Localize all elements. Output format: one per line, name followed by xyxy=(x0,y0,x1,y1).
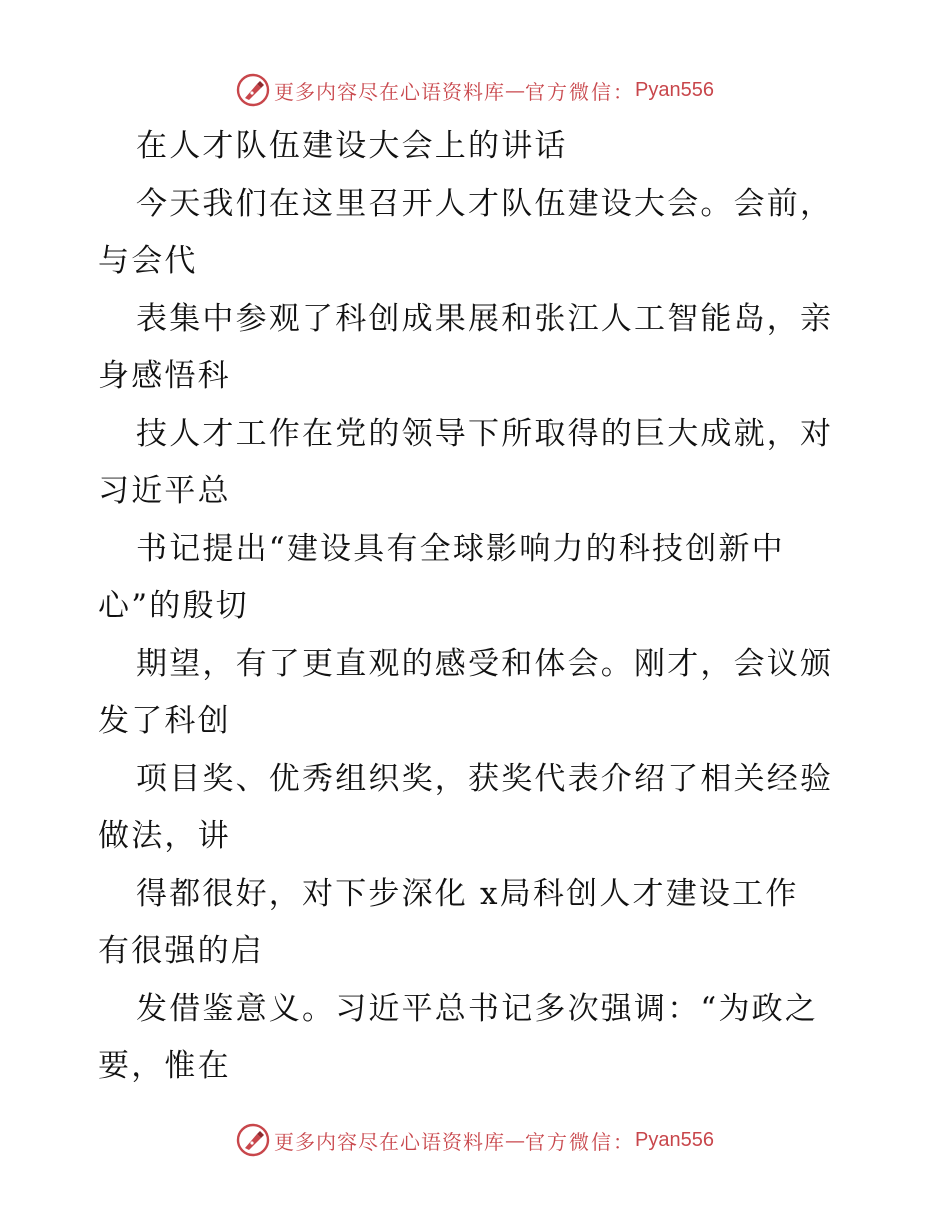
text-line: 身感悟科 xyxy=(98,358,231,394)
document-title: 在人才队伍建设大会上的讲话 xyxy=(136,128,568,164)
text-line: 习近平总 xyxy=(98,473,231,509)
banner-wechat-label: 官方微信： xyxy=(525,1129,636,1154)
text-line: 书记提出“建设具有全球影响力的科技创新中 xyxy=(136,530,785,567)
text-line: 今天我们在这里召开人才队伍建设大会。会前， xyxy=(136,185,834,222)
banner-wechat-id: Pyan556 xyxy=(635,78,714,101)
header-banner xyxy=(0,70,950,110)
text-line: 与会代 xyxy=(98,243,198,279)
text-line: 有很强的启 xyxy=(98,933,264,969)
text-line: 技人才工作在党的领导下所取得的巨大成就，对 xyxy=(136,415,834,452)
footer-banner xyxy=(0,1120,950,1160)
banner-dash: — xyxy=(505,78,526,102)
pen-nib-logo-icon xyxy=(236,1123,270,1157)
pen-nib-logo-icon xyxy=(236,73,270,107)
banner-text: 更多内容尽在心语资料库 xyxy=(274,79,506,104)
text-line: 发了科创 xyxy=(98,703,231,739)
text-line: 发借鉴意义。习近平总书记多次强调：“为政之 xyxy=(136,990,819,1027)
document-body xyxy=(98,118,858,1096)
banner-dash: — xyxy=(505,1128,526,1152)
text-line: 要，惟在 xyxy=(98,1048,231,1084)
banner-wechat-label: 官方微信： xyxy=(525,79,636,104)
text-line: 心”的殷切 xyxy=(98,588,249,624)
text-line: 表集中参观了科创成果展和张江人工智能岛，亲 xyxy=(136,300,834,337)
text-line: 项目奖、优秀组织奖，获奖代表介绍了相关经验 xyxy=(136,760,834,797)
banner-wechat-id: Pyan556 xyxy=(635,1128,714,1151)
text-line: 得都很好，对下步深化 x局科创人才建设工作 xyxy=(136,875,799,912)
banner-text: 更多内容尽在心语资料库 xyxy=(274,1129,506,1154)
text-line: 期望，有了更直观的感受和体会。刚才，会议颁 xyxy=(136,645,834,682)
text-line: 做法，讲 xyxy=(98,818,231,854)
